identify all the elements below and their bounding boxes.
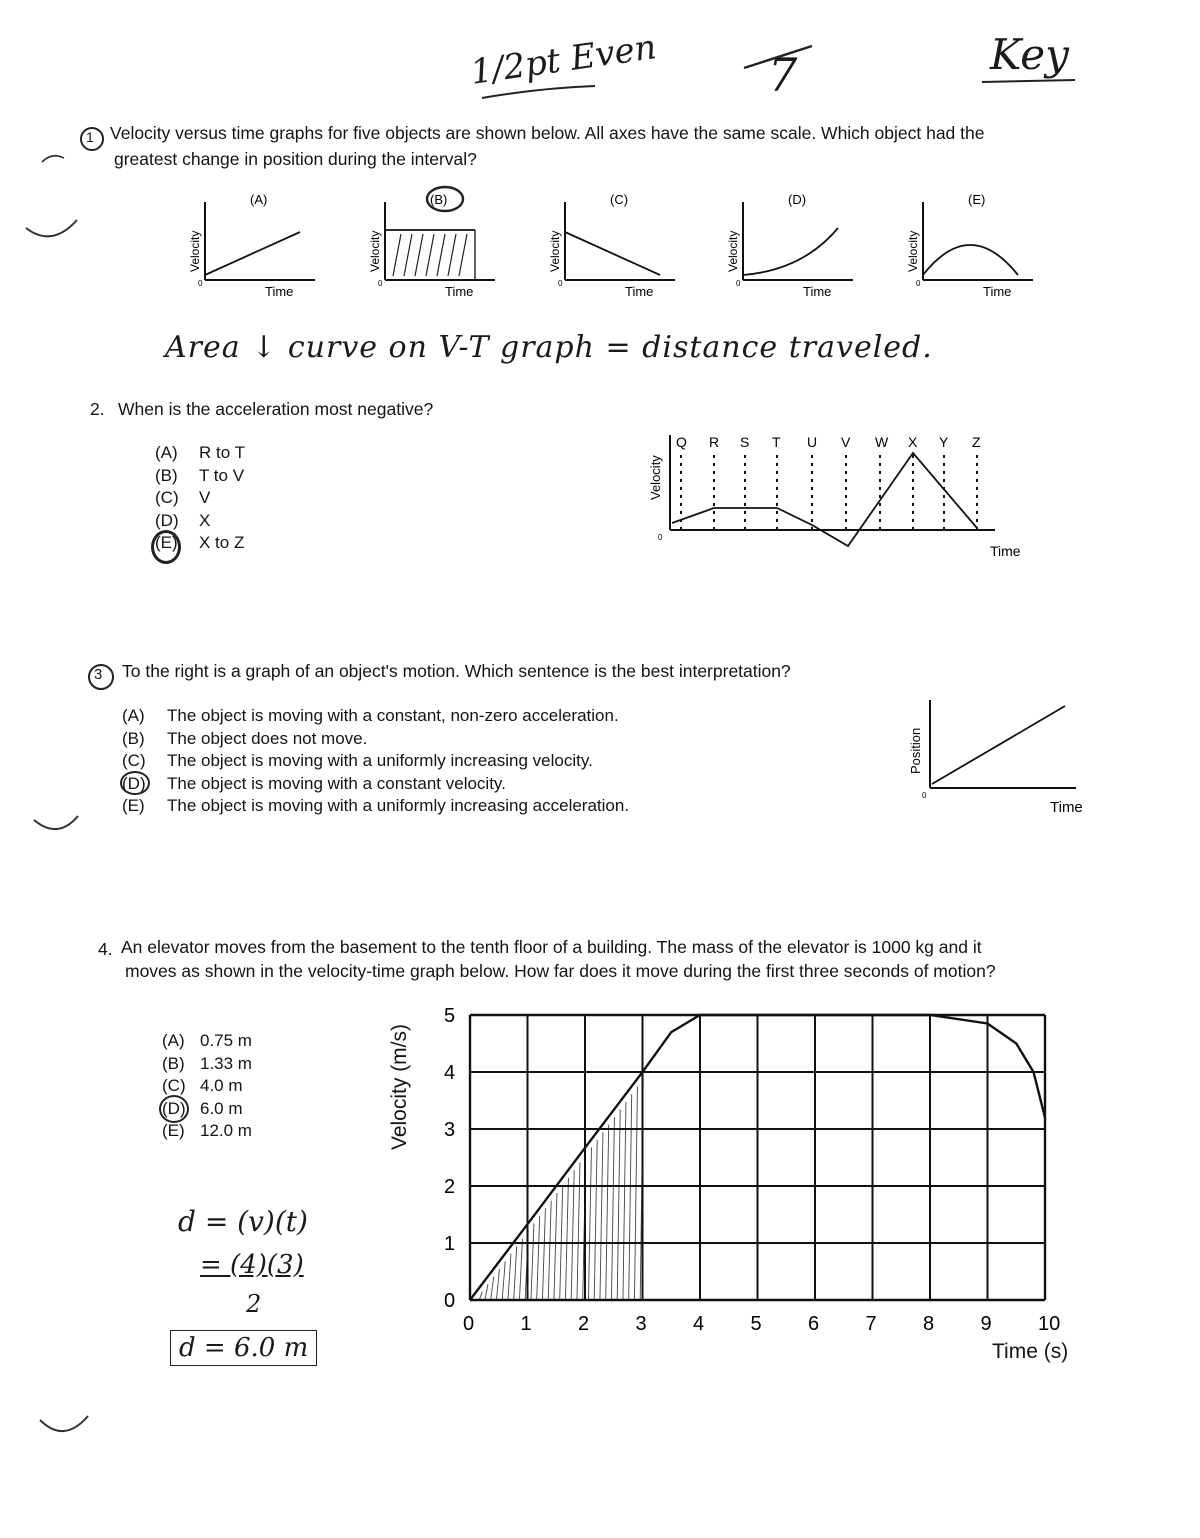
shading-stroke — [479, 1292, 482, 1300]
y-axis-label: Velocity — [906, 230, 920, 272]
q3-option-b[interactable]: (B) The object does not move. — [122, 728, 368, 748]
shading-stroke — [542, 1208, 545, 1300]
y-tick-label: 4 — [444, 1062, 456, 1084]
shading-stroke — [600, 1132, 603, 1300]
x-axis-label: Time — [990, 543, 1021, 559]
origin-label: 0 — [736, 279, 741, 288]
shading-stroke — [496, 1269, 499, 1300]
x-axis-label: Time — [983, 284, 1012, 299]
point-label-w: W — [875, 434, 889, 450]
shading-stroke — [514, 1246, 517, 1300]
shading-stroke — [594, 1140, 597, 1300]
y-axis-label: Velocity — [726, 230, 740, 272]
x-tick-label: 0 — [463, 1313, 475, 1335]
point-label-u: U — [807, 434, 818, 450]
q1-handwritten-note: Area ↓ curve on V-T graph = distance traveled. — [165, 330, 933, 365]
q4-option-a[interactable]: (A) 0.75 m — [162, 1031, 252, 1050]
shading-stroke — [502, 1261, 505, 1300]
x-tick-label: 3 — [635, 1313, 647, 1335]
q2-option-b[interactable]: (B) T to V — [155, 465, 245, 485]
shading-stroke — [485, 1284, 488, 1300]
point-label-z: Z — [972, 434, 981, 450]
point-label-y: Y — [939, 434, 949, 450]
q4-work-line3: 2 — [246, 1290, 262, 1318]
y-tick-label: 1 — [444, 1233, 456, 1255]
origin-label: 0 — [558, 279, 563, 288]
x-tick-label: 7 — [865, 1313, 877, 1335]
q4-option-d[interactable]: (D) 6.0 m — [162, 1098, 243, 1118]
shading-stroke — [577, 1163, 580, 1300]
x-axis-label: Time — [445, 284, 474, 299]
q3-question: To the right is a graph of an object's motion. Which sentence is the best interpretation? — [122, 661, 791, 681]
x-tick-label: 6 — [808, 1313, 820, 1335]
shading-stroke — [588, 1147, 591, 1300]
q4-work-answer: d = 6.0 m — [170, 1330, 317, 1366]
y-tick-label: 5 — [444, 1005, 456, 1027]
x-axis-label: Time — [265, 284, 294, 299]
point-label-q: Q — [676, 434, 687, 450]
shading-stroke — [623, 1102, 626, 1300]
y-axis-label: Velocity — [548, 230, 562, 272]
header-note-left: 1/2pt Even — [468, 27, 659, 93]
q4-question-line1: An elevator moves from the basement to the tenth floor of a building. The mass of the elevator is 1000 kg and it — [121, 937, 982, 957]
x-tick-label: 2 — [578, 1313, 590, 1335]
x-tick-label: 5 — [750, 1313, 762, 1335]
q4-option-e[interactable]: (E) 12.0 m — [162, 1121, 252, 1140]
y-axis-label: Velocity — [188, 230, 202, 272]
q4-number: 4. — [98, 939, 113, 959]
header-note-right: Key — [990, 30, 1069, 79]
graph-label: (A) — [250, 192, 268, 207]
q4-chart-xlabel: Time (s) — [992, 1340, 1069, 1363]
q3-option-a[interactable]: (A) The object is moving with a constant, non-zero acceleration. — [122, 706, 619, 725]
graph-label: (D) — [788, 192, 807, 207]
shading-stroke — [571, 1170, 574, 1300]
origin-label: 0 — [198, 279, 203, 288]
y-tick-label: 3 — [444, 1119, 456, 1141]
q1-question-line2: greatest change in position during the interval? — [114, 149, 477, 169]
graph-label: (E) — [968, 192, 986, 207]
header-score-mark: 7 — [768, 48, 798, 102]
shading-stroke — [617, 1109, 620, 1300]
q4-option-c[interactable]: (C) 4.0 m — [162, 1076, 243, 1095]
shading-stroke — [606, 1125, 609, 1300]
x-axis-label: Time — [1050, 799, 1083, 816]
y-axis-label: Velocity — [368, 230, 382, 272]
x-tick-label: 9 — [980, 1313, 992, 1335]
graph-label: (B) — [430, 192, 448, 207]
x-axis-label: Time — [803, 284, 832, 299]
q3-option-e[interactable]: (E) The object is moving with a uniformly increasing acceleration. — [122, 796, 630, 815]
shading-stroke — [531, 1223, 534, 1300]
origin-label: 0 — [658, 533, 663, 542]
shading-stroke — [554, 1193, 557, 1300]
shading-stroke — [565, 1178, 568, 1300]
q3-option-d[interactable]: (D) The object is moving with a constant velocity. — [122, 773, 506, 793]
x-tick-label: 4 — [693, 1313, 705, 1335]
shading-stroke — [611, 1117, 614, 1300]
shading-stroke — [491, 1277, 494, 1300]
y-axis-label: Velocity — [648, 455, 663, 500]
q3-option-c[interactable]: (C) The object is moving with a uniformly increasing velocity. — [122, 751, 593, 770]
x-axis-label: Time — [625, 284, 654, 299]
x-tick-label: 1 — [520, 1313, 532, 1335]
shading-stroke — [537, 1216, 540, 1300]
q4-option-b[interactable]: (B) 1.33 m — [162, 1053, 252, 1073]
q4-chart-ylabel: Velocity (m/s) — [388, 1023, 411, 1151]
point-label-r: R — [709, 434, 720, 450]
point-label-s: S — [740, 434, 750, 450]
q2-option-d[interactable]: (D) X — [155, 510, 211, 530]
x-tick-label: 10 — [1038, 1313, 1061, 1335]
y-tick-label: 0 — [444, 1290, 456, 1312]
q2-question: When is the acceleration most negative? — [118, 399, 434, 419]
q1-number: 1 — [86, 129, 94, 145]
origin-label: 0 — [916, 279, 921, 288]
shading-stroke — [629, 1094, 632, 1300]
q4-question-line2: moves as shown in the velocity-time graph below. How far does it move during the first three seconds of motion? — [125, 961, 996, 981]
q2-option-a[interactable]: (A) R to T — [155, 443, 245, 462]
q3-number: 3 — [94, 666, 103, 683]
q4-work-line1: d = (v)(t) — [178, 1205, 308, 1238]
shading-stroke — [634, 1087, 637, 1300]
q2-option-e[interactable]: (E) X to Z — [155, 533, 245, 552]
origin-label: 0 — [922, 791, 927, 800]
shading-stroke — [508, 1254, 511, 1300]
point-label-v: V — [841, 434, 851, 450]
q2-option-c[interactable]: (C) V — [155, 488, 211, 507]
shading-stroke — [519, 1239, 522, 1300]
shading-stroke — [548, 1201, 551, 1300]
y-tick-label: 2 — [444, 1176, 456, 1198]
x-tick-label: 8 — [923, 1313, 935, 1335]
q2-number: 2. — [90, 399, 105, 419]
q4-work-line2: = (4)(3) — [200, 1250, 304, 1280]
graph-label: (C) — [610, 192, 629, 207]
point-label-t: T — [772, 434, 781, 450]
origin-label: 0 — [378, 279, 383, 288]
y-axis-label: Position — [908, 727, 923, 774]
point-label-x: X — [908, 434, 918, 450]
q1-question-line1: Velocity versus time graphs for five objects are shown below. All axes have the same scale. Which object had the — [110, 123, 985, 143]
